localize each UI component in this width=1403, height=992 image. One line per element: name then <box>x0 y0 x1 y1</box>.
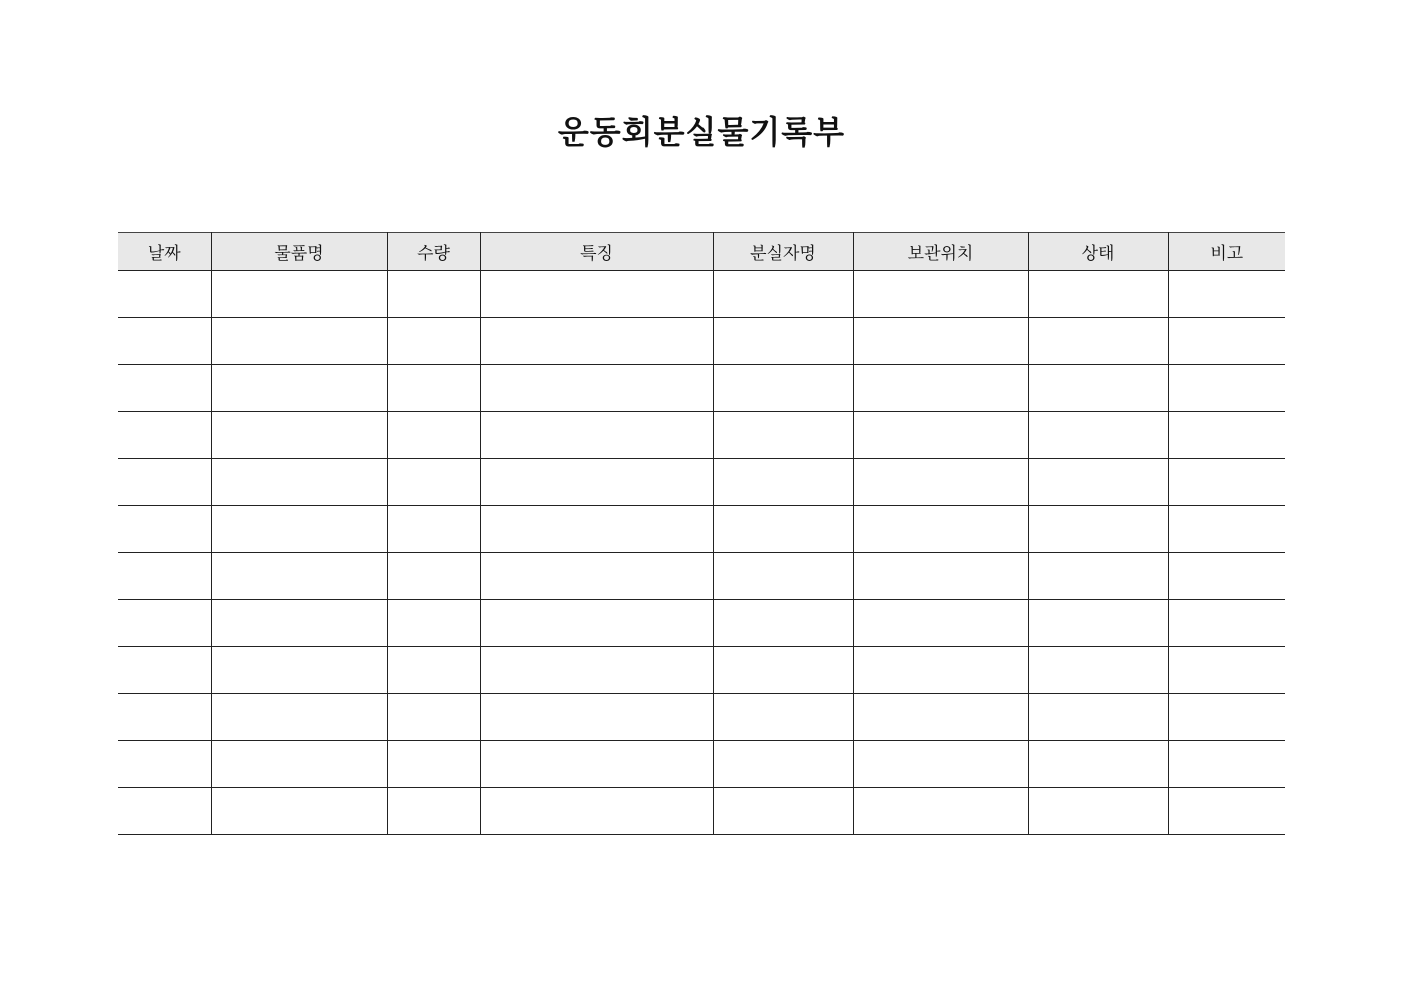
item-name-cell <box>211 365 387 412</box>
item-name-cell <box>211 788 387 835</box>
quantity-cell <box>387 600 480 647</box>
column-header-item-name: 물품명 <box>211 233 387 271</box>
quantity-cell <box>387 318 480 365</box>
storage-location-cell <box>853 741 1028 788</box>
quantity-cell <box>387 553 480 600</box>
owner-name-cell <box>713 271 853 318</box>
date-cell <box>118 506 211 553</box>
storage-location-cell <box>853 365 1028 412</box>
owner-name-cell <box>713 365 853 412</box>
table-row <box>118 365 1285 412</box>
table-row <box>118 600 1285 647</box>
status-cell <box>1028 365 1168 412</box>
date-cell <box>118 271 211 318</box>
table-row <box>118 741 1285 788</box>
owner-name-cell <box>713 694 853 741</box>
features-cell <box>480 318 713 365</box>
storage-location-cell <box>853 459 1028 506</box>
features-cell <box>480 365 713 412</box>
item-name-cell <box>211 741 387 788</box>
page-title: 운동회분실물기록부 <box>557 113 846 151</box>
status-cell <box>1028 459 1168 506</box>
table-row <box>118 647 1285 694</box>
owner-name-cell <box>713 459 853 506</box>
remarks-cell <box>1168 318 1285 365</box>
features-cell <box>480 600 713 647</box>
storage-location-cell <box>853 412 1028 459</box>
remarks-cell <box>1168 647 1285 694</box>
storage-location-cell <box>853 694 1028 741</box>
item-name-cell <box>211 412 387 459</box>
date-cell <box>118 600 211 647</box>
remarks-cell <box>1168 365 1285 412</box>
storage-location-cell <box>853 506 1028 553</box>
status-cell <box>1028 553 1168 600</box>
date-cell <box>118 647 211 694</box>
quantity-cell <box>387 271 480 318</box>
status-cell <box>1028 694 1168 741</box>
date-cell <box>118 553 211 600</box>
item-name-cell <box>211 647 387 694</box>
date-cell <box>118 318 211 365</box>
table-row <box>118 506 1285 553</box>
quantity-cell <box>387 506 480 553</box>
features-cell <box>480 788 713 835</box>
remarks-cell <box>1168 459 1285 506</box>
remarks-cell <box>1168 506 1285 553</box>
item-name-cell <box>211 459 387 506</box>
storage-location-cell <box>853 271 1028 318</box>
remarks-cell <box>1168 553 1285 600</box>
owner-name-cell <box>713 506 853 553</box>
storage-location-cell <box>853 318 1028 365</box>
table-row <box>118 318 1285 365</box>
quantity-cell <box>387 788 480 835</box>
item-name-cell <box>211 318 387 365</box>
storage-location-cell <box>853 647 1028 694</box>
owner-name-cell <box>713 647 853 694</box>
column-header-date: 날짜 <box>118 233 211 271</box>
features-cell <box>480 694 713 741</box>
remarks-cell <box>1168 741 1285 788</box>
table-row <box>118 459 1285 506</box>
status-cell <box>1028 741 1168 788</box>
date-cell <box>118 741 211 788</box>
features-cell <box>480 271 713 318</box>
column-header-remarks: 비고 <box>1168 233 1285 271</box>
date-cell <box>118 694 211 741</box>
status-cell <box>1028 600 1168 647</box>
remarks-cell <box>1168 412 1285 459</box>
quantity-cell <box>387 459 480 506</box>
date-cell <box>118 365 211 412</box>
table-row <box>118 788 1285 835</box>
item-name-cell <box>211 553 387 600</box>
status-cell <box>1028 318 1168 365</box>
column-header-storage-location: 보관위치 <box>853 233 1028 271</box>
status-cell <box>1028 412 1168 459</box>
table-body <box>118 271 1285 835</box>
column-header-quantity: 수량 <box>387 233 480 271</box>
status-cell <box>1028 506 1168 553</box>
status-cell <box>1028 788 1168 835</box>
column-header-status: 상태 <box>1028 233 1168 271</box>
features-cell <box>480 412 713 459</box>
features-cell <box>480 741 713 788</box>
quantity-cell <box>387 412 480 459</box>
quantity-cell <box>387 741 480 788</box>
quantity-cell <box>387 647 480 694</box>
column-header-owner-name: 분실자명 <box>713 233 853 271</box>
item-name-cell <box>211 271 387 318</box>
owner-name-cell <box>713 788 853 835</box>
owner-name-cell <box>713 553 853 600</box>
remarks-cell <box>1168 271 1285 318</box>
owner-name-cell <box>713 741 853 788</box>
table-row <box>118 553 1285 600</box>
owner-name-cell <box>713 412 853 459</box>
table-row <box>118 412 1285 459</box>
date-cell <box>118 459 211 506</box>
item-name-cell <box>211 506 387 553</box>
features-cell <box>480 553 713 600</box>
quantity-cell <box>387 694 480 741</box>
table-header-row <box>118 233 1285 271</box>
table-row <box>118 271 1285 318</box>
column-header-features: 특징 <box>480 233 713 271</box>
features-cell <box>480 506 713 553</box>
owner-name-cell <box>713 318 853 365</box>
table-row <box>118 694 1285 741</box>
item-name-cell <box>211 600 387 647</box>
quantity-cell <box>387 365 480 412</box>
remarks-cell <box>1168 788 1285 835</box>
storage-location-cell <box>853 788 1028 835</box>
remarks-cell <box>1168 600 1285 647</box>
features-cell <box>480 647 713 694</box>
date-cell <box>118 412 211 459</box>
lost-items-table <box>118 232 1285 835</box>
item-name-cell <box>211 694 387 741</box>
remarks-cell <box>1168 694 1285 741</box>
storage-location-cell <box>853 600 1028 647</box>
owner-name-cell <box>713 600 853 647</box>
date-cell <box>118 788 211 835</box>
status-cell <box>1028 647 1168 694</box>
features-cell <box>480 459 713 506</box>
status-cell <box>1028 271 1168 318</box>
storage-location-cell <box>853 553 1028 600</box>
